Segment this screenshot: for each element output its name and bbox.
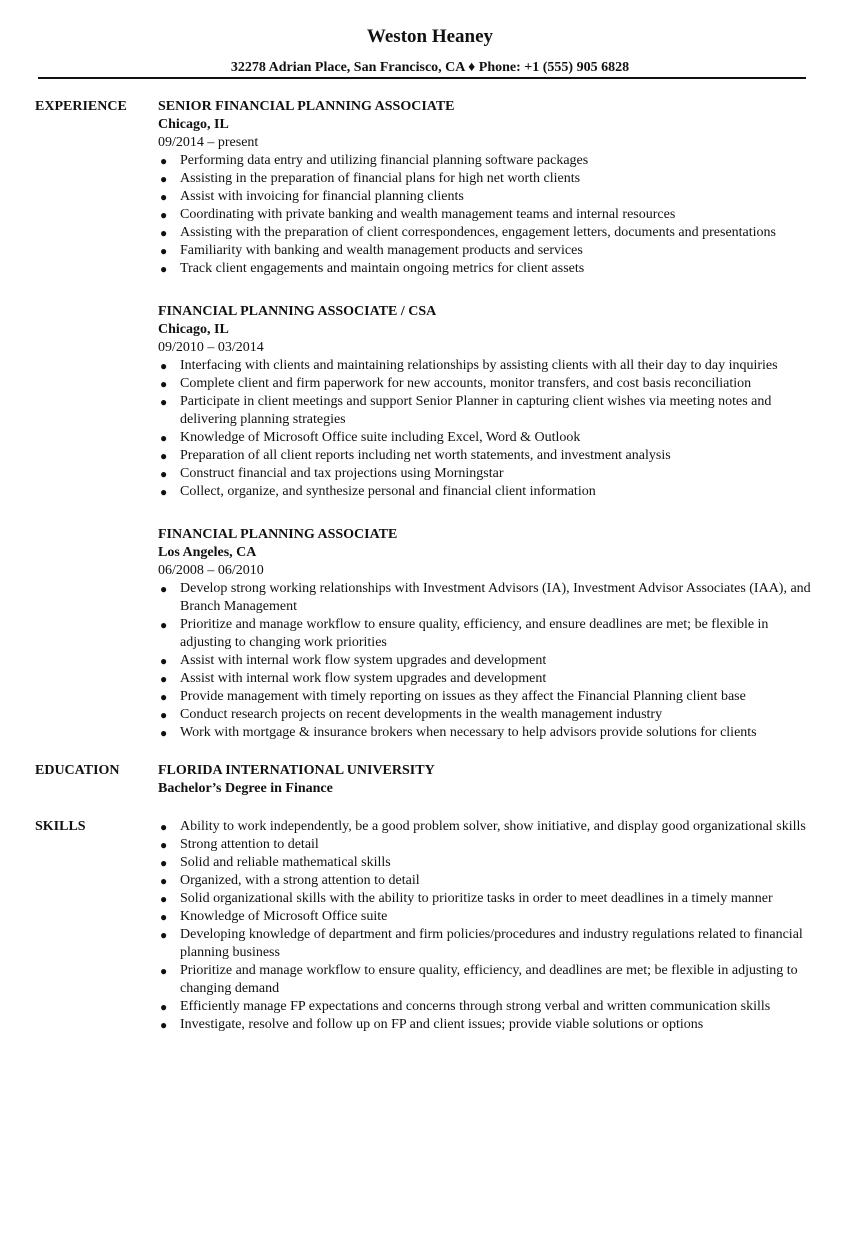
contact-line: 32278 Adrian Place, San Francisco, CA ♦ Phone: +1 (555) 905 6828: [230, 60, 630, 75]
bullet-dot-icon: ●: [160, 856, 168, 870]
bullet-dot-icon: ●: [160, 708, 168, 722]
bullet-dot-icon: ●: [160, 690, 168, 704]
bullet-item: ● Assist with invoicing for financial planning clients: [160, 189, 464, 204]
experience-list: [158, 98, 818, 767]
skill-item: ● Prioritize and manage workflow to ensure quality, efficiency, and deadlines are met; be flexible in adjusting to changing demand: [160, 963, 798, 996]
skill-item: ● Investigate, resolve and follow up on FP and client issues; provide viable solutions or options: [160, 1017, 704, 1032]
education-entry: [158, 762, 818, 798]
bullet-dot-icon: ●: [160, 672, 168, 686]
skill-item: ● Solid and reliable mathematical skills: [160, 855, 391, 870]
bullet-dot-icon: ●: [160, 928, 168, 942]
skill-item: ● Ability to work independently, be a good problem solver, show initiative, and display good organizational skills: [160, 819, 806, 834]
bullet-dot-icon: ●: [160, 377, 168, 391]
job-entry: [158, 526, 818, 742]
bullet-item: ● Construct financial and tax projections using Morningstar: [160, 466, 504, 481]
bullet-item: ● Preparation of all client reports including net worth statements, and investment analysis: [160, 448, 671, 463]
bullet-dot-icon: ●: [160, 431, 168, 445]
bullet-item: ● Work with mortgage & insurance brokers when necessary to help advisors provide solutions for clients: [160, 725, 757, 740]
bullet-item: ● Assist with internal work flow system upgrades and development: [160, 671, 547, 686]
job-dates: 09/2014 – present: [158, 135, 259, 150]
bullet-dot-icon: ●: [160, 262, 168, 276]
skill-item: ● Developing knowledge of department and firm policies/procedures and industry regulations related to financial planning business: [160, 927, 803, 960]
bullet-item: ● Collect, organize, and synthesize personal and financial client information: [160, 484, 596, 499]
bullet-dot-icon: ●: [160, 359, 168, 373]
bullet-dot-icon: ●: [160, 208, 168, 222]
skills-list: [158, 818, 818, 1034]
school-name: FLORIDA INTERNATIONAL UNIVERSITY: [158, 763, 435, 778]
skill-item: ● Efficiently manage FP expectations and concerns through strong verbal and written communication skills: [160, 999, 771, 1014]
bullet-dot-icon: ●: [160, 395, 168, 409]
bullet-dot-icon: ●: [160, 154, 168, 168]
job-bullets: [158, 152, 818, 278]
bullet-dot-icon: ●: [160, 485, 168, 499]
bullet-item: ● Develop strong working relationships with Investment Advisors (IA), Investment Advisor Associates (IAA), and Branch Management: [160, 581, 811, 614]
bullet-item: ● Knowledge of Microsoft Office suite including Excel, Word & Outlook: [160, 430, 581, 445]
bullet-dot-icon: ●: [160, 838, 168, 852]
job-bullets: [158, 580, 818, 742]
bullet-item: ● Participate in client meetings and support Senior Planner in capturing client wishes via meeting notes and delivering planning strategies: [160, 394, 772, 427]
job-entry: [158, 303, 818, 501]
bullet-item: ● Assist with internal work flow system upgrades and development: [160, 653, 547, 668]
header-divider: [38, 77, 806, 79]
bullet-dot-icon: ●: [160, 618, 168, 632]
job-location: Chicago, IL: [158, 322, 229, 337]
bullet-dot-icon: ●: [160, 964, 168, 978]
skills-list-wrap: [158, 818, 818, 1034]
skill-item: ● Solid organizational skills with the ability to prioritize tasks in order to meet deadlines in a timely manner: [160, 891, 773, 906]
bullet-item: ● Assisting with the preparation of client correspondences, engagement letters, documents and presentations: [160, 225, 776, 240]
bullet-dot-icon: ●: [160, 244, 168, 258]
job-dates: 09/2010 – 03/2014: [158, 340, 264, 355]
bullet-item: ● Conduct research projects on recent developments in the wealth management industry: [160, 707, 663, 722]
bullet-dot-icon: ●: [160, 1000, 168, 1014]
bullet-item: ● Assisting in the preparation of financial plans for high net worth clients: [160, 171, 581, 186]
bullet-dot-icon: ●: [160, 582, 168, 596]
bullet-item: ● Interfacing with clients and maintaining relationships by assisting clients with all their day to day inquiries: [160, 358, 778, 373]
job-title: FINANCIAL PLANNING ASSOCIATE: [158, 527, 398, 542]
bullet-dot-icon: ●: [160, 654, 168, 668]
skill-item: ● Strong attention to detail: [160, 837, 319, 852]
bullet-dot-icon: ●: [160, 190, 168, 204]
skill-item: ● Knowledge of Microsoft Office suite: [160, 909, 388, 924]
section-label-skills: SKILLS: [35, 819, 86, 834]
job-dates: 06/2008 – 06/2010: [158, 563, 264, 578]
job-location: Chicago, IL: [158, 117, 229, 132]
bullet-dot-icon: ●: [160, 1018, 168, 1032]
bullet-item: ● Provide management with timely reporting on issues as they affect the Financial Planning client base: [160, 689, 746, 704]
bullet-dot-icon: ●: [160, 467, 168, 481]
job-entry: [158, 98, 818, 278]
section-label-education: EDUCATION: [35, 763, 120, 778]
bullet-dot-icon: ●: [160, 449, 168, 463]
bullet-item: ● Track client engagements and maintain ongoing metrics for client assets: [160, 261, 585, 276]
bullet-item: ● Coordinating with private banking and wealth management teams and internal resources: [160, 207, 676, 222]
bullet-item: ● Prioritize and manage workflow to ensure quality, efficiency, and ensure deadlines are met; be flexible in adjusting to changing work priorities: [160, 617, 769, 650]
bullet-dot-icon: ●: [160, 172, 168, 186]
bullet-item: ● Familiarity with banking and wealth management products and services: [160, 243, 583, 258]
bullet-dot-icon: ●: [160, 726, 168, 740]
bullet-item: ● Complete client and firm paperwork for new accounts, monitor transfers, and cost basis reconciliation: [160, 376, 752, 391]
job-title: FINANCIAL PLANNING ASSOCIATE / CSA: [158, 304, 437, 319]
section-label-experience: EXPERIENCE: [35, 99, 127, 114]
candidate-name: Weston Heaney: [366, 26, 494, 47]
bullet-item: ● Performing data entry and utilizing financial planning software packages: [160, 153, 589, 168]
job-bullets: [158, 357, 818, 501]
bullet-dot-icon: ●: [160, 910, 168, 924]
degree-name: Bachelor’s Degree in Finance: [158, 781, 333, 796]
job-location: Los Angeles, CA: [158, 545, 257, 560]
bullet-dot-icon: ●: [160, 820, 168, 834]
skill-item: ● Organized, with a strong attention to detail: [160, 873, 420, 888]
bullet-dot-icon: ●: [160, 892, 168, 906]
bullet-dot-icon: ●: [160, 226, 168, 240]
job-title: SENIOR FINANCIAL PLANNING ASSOCIATE: [158, 99, 455, 114]
bullet-dot-icon: ●: [160, 874, 168, 888]
